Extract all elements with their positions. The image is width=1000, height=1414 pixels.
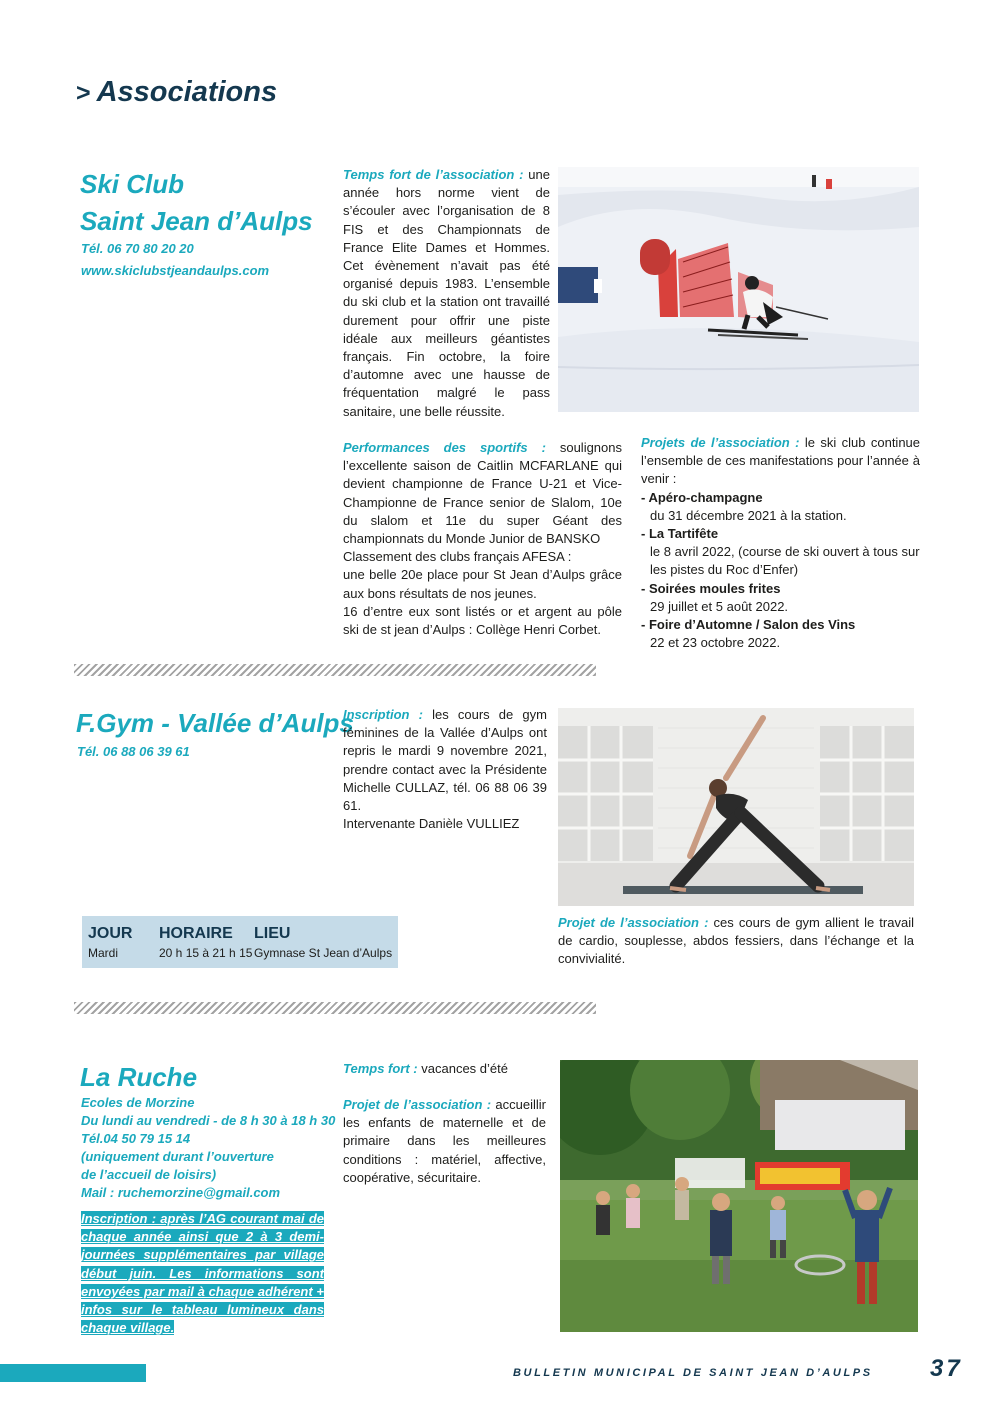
ruche-projet-label: Projet de l’association : [343, 1097, 492, 1112]
ruche-contact-line: (uniquement durant l’ouverture [81, 1149, 274, 1164]
event-item [641, 580, 920, 616]
fgym-projet-text: ces cours de gym allient le travail de cardio, souplesse, abdos fessiers, dans l’échange et la convivialité. [558, 915, 914, 967]
page-number: 37 [930, 1355, 963, 1382]
event-item [641, 616, 920, 652]
ski-race-photo [558, 167, 919, 412]
ruche-inscription-text: Inscription : après l’AG courant mai de chaque année ainsi que 2 à 3 demi-journées supplémentaires par village début juin. Les informations sont envoyées par mail à chaque adhérent + infos sur le tableau lumineux dans chaque village. [81, 1211, 324, 1336]
event-detail: 22 et 23 octobre 2022. [650, 635, 781, 651]
ruche-inscription-highlight [81, 1210, 324, 1337]
ski-club-listed-text: 16 d’entre eux sont listés or et argent au pôle ski de st jean d’Aulps : Collège Henri Corbet. [343, 603, 622, 638]
event-detail: 29 juillet et 5 août 2022. [650, 598, 789, 614]
ruche-contact [81, 1094, 335, 1202]
event-detail: le 8 avril 2022, (course de ski ouvert à tous sur les pistes du Roc d’Enfer) [650, 544, 920, 578]
event-name: - La Tartifête [641, 526, 719, 542]
fgym-intervenante: Intervenante Danièle VULLIEZ [343, 816, 520, 832]
ski-club-website[interactable]: www.skiclubstjeandaulps.com [81, 263, 270, 278]
ruche-contact-line: Tél.04 50 79 15 14 [81, 1131, 191, 1146]
ski-club-temps-fort [343, 166, 550, 421]
table-cell: 20 h 15 à 21 h 15 [159, 946, 253, 960]
ski-club-title-line1: Ski Club [80, 169, 185, 199]
ski-club-perf-label: Performances des sportifs : [343, 440, 546, 455]
ruche-projet [343, 1096, 546, 1187]
ruche-temps-fort [343, 1060, 546, 1078]
fgym-inscription [343, 706, 547, 833]
fgym-title: F.Gym - Vallée d’Aulps [76, 708, 354, 738]
children-outdoor-photo [560, 1060, 918, 1332]
chevron-right-icon: > [76, 79, 91, 107]
ski-club-temps-fort-text: une année hors norme vient de s’écouler avec l’organisation de 8 FIS et des Championnats de France Elite Dames et Hommes. Cet évènement n’avait pas été organisé depuis 1983. L’ensemble du ski club et la station ont travaillé durement pour offrir une piste idéale aux meilleurs géantistes français. Fin octobre, la foire d’automne avec une hausse de fréquentation malgré le pass sanitaire, une belle réussite. [343, 167, 550, 419]
footer-accent-bar [0, 1364, 146, 1382]
fgym-projet-label: Projet de l’association : [558, 915, 709, 930]
ruche-projet-text: accueillir les enfants de maternelle et de primaire dans les meilleures conditions : matériel, affective, coopérative, sécuritaire. [343, 1097, 546, 1185]
ski-club-title-line2: Saint Jean d’Aulps [80, 206, 313, 236]
ruche-title: La Ruche [80, 1062, 198, 1092]
table-header-cell: HORAIRE [159, 925, 233, 942]
ruche-contact-line: Du lundi au vendredi - de 8 h 30 à 18 h 30 [81, 1113, 336, 1128]
ski-club-perf-text: soulignons l’excellente saison de Caitlin MCFARLANE qui devient championne de France U-21 et Vice-Championne de France senior de Slalom, 10e du slalom et 11e du super Géant des championnats du Monde Junior de BANSKO [343, 440, 622, 547]
schedule-table [82, 916, 398, 968]
event-name: - Foire d’Automne / Salon des Vins [641, 617, 856, 633]
event-item [641, 525, 920, 580]
ski-club-projets-intro: le ski club continue l’ensemble de ces manifestations pour l’année à venir : [641, 435, 921, 487]
ruche-contact-line: Ecoles de Morzine [81, 1095, 195, 1110]
gym-exercise-photo [558, 708, 914, 906]
event-item [641, 489, 920, 525]
ruche-contact-line: de l’accueil de loisirs) [81, 1167, 217, 1182]
page-title-text: Associations [96, 76, 278, 108]
ski-club-temps-fort-label: Temps fort de l’association : [343, 167, 524, 182]
ski-club-afesa-text: une belle 20e place pour St Jean d’Aulps grâce aux bons résultats de nos jeunes. [343, 567, 622, 601]
ski-club-projets-label: Projets de l’association : [641, 435, 800, 450]
fgym-phone: Tél. 06 88 06 39 61 [77, 744, 190, 759]
table-cell: Gymnase St Jean d’Aulps [254, 946, 393, 960]
page-title [76, 76, 277, 109]
ski-club-phone: Tél. 06 70 80 20 20 [81, 241, 194, 256]
fgym-inscription-text: les cours de gym féminines de la Vallée d’Aulps ont repris le mardi 9 novembre 2021, prendre contact avec la Présidente Michelle CULLAZ, tél. 06 88 06 39 61. [343, 707, 547, 814]
fgym-projet [558, 914, 914, 969]
schedule-col-lieu [254, 924, 392, 962]
ski-club-performances [343, 439, 622, 639]
ruche-temps-fort-label: Temps fort : [343, 1061, 418, 1076]
section-separator [74, 664, 596, 676]
footer-bulletin-title: BULLETIN MUNICIPAL DE SAINT JEAN D’AULPS [513, 1367, 873, 1379]
schedule-col-horaire [159, 924, 252, 962]
event-detail: du 31 décembre 2021 à la station. [650, 507, 847, 523]
schedule-col-jour [88, 924, 132, 962]
ski-club-projets [641, 434, 920, 652]
ski-club-afesa-label: Classement des clubs français AFESA : [343, 549, 572, 565]
table-cell: Mardi [88, 946, 119, 960]
table-header-cell: JOUR [88, 925, 133, 942]
ruche-contact-line[interactable]: Mail : ruchemorzine@gmail.com [81, 1185, 281, 1200]
table-header-cell: LIEU [254, 925, 291, 942]
section-separator [74, 1002, 596, 1014]
event-name: - Apéro-champagne [641, 489, 763, 505]
event-name: - Soirées moules frites [641, 580, 781, 596]
fgym-inscription-label: Inscription : [343, 707, 423, 722]
ruche-temps-fort-text: vacances d’été [421, 1061, 508, 1076]
